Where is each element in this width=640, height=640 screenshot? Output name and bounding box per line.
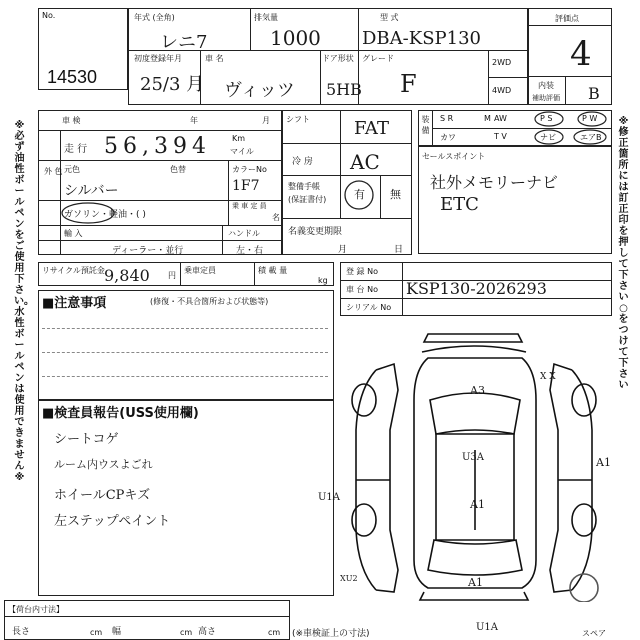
mark-a1-right: A1 (596, 456, 611, 469)
spare-label: スペア (582, 629, 606, 638)
score-label: 評価点 (555, 14, 579, 23)
equip-aw: AW (494, 114, 507, 123)
year-label: 年式 (全角) (134, 13, 175, 22)
chassis-value: KSP130-2026293 (406, 279, 547, 298)
length-unit: cm (90, 628, 103, 637)
no-label: No. (42, 11, 56, 20)
color-no-label: カラーNo (232, 165, 267, 174)
equip-pw: P W (582, 114, 598, 123)
equip-navi: ナビ (540, 133, 556, 142)
equip-circles (418, 110, 612, 146)
caution-title: ■注意事項 (42, 296, 107, 311)
payload-unit: kg (318, 276, 328, 285)
mark-xu2: XU2 (340, 574, 358, 583)
cargo-label: 【荷台内寸法】 (8, 605, 64, 614)
sales-point-2: ETC (440, 194, 479, 215)
manual-label: 整備手帳 (288, 182, 320, 191)
fuel-value: ガソリン・軽油・( ) (64, 210, 146, 220)
height-label: 高さ (198, 627, 217, 637)
model-label: 型 式 (380, 13, 399, 22)
color-value: シルバー (64, 183, 119, 199)
equip-m: M (484, 114, 491, 123)
color-no-value: 1F7 (232, 178, 260, 194)
width-label: 幅 (112, 627, 122, 637)
shift-value: FAT (354, 118, 389, 139)
rename-label: 名義変更期限 (288, 227, 343, 237)
report-line-3: ホイールCPキズ (54, 488, 151, 503)
import-label: 輸 入 (64, 229, 83, 238)
mileage-label: 走 行 (64, 144, 88, 155)
mark-a3: A3 (470, 384, 485, 397)
first-reg-label: 初度登録年月 (134, 54, 182, 63)
manual-sub: (保証書付) (288, 195, 327, 204)
footer-note: (※車検証上の寸法) (292, 629, 370, 639)
interior-sub: 補助評価 (532, 94, 560, 102)
ac-value: AC (350, 150, 380, 174)
doors-label: ドア形状 (322, 54, 354, 63)
displacement-label: 排気量 (254, 13, 278, 22)
shift-label: シフト (286, 115, 310, 124)
inspector-title: ■検査員報告(USS使用欄) (42, 406, 199, 421)
mark-u1a-left: U1A (318, 492, 341, 503)
ac-label: 冷 房 (292, 157, 313, 167)
mark-a1-front: A1 (470, 498, 485, 511)
year-value: レニ7 (160, 32, 208, 53)
color-inner: 元色 (64, 165, 80, 174)
color-outer: 外 色 (44, 167, 63, 176)
width-unit: cm (180, 628, 193, 637)
mark-xx: X X (540, 372, 556, 382)
chassis-label: 車 台 No (346, 285, 378, 294)
score-value: 4 (570, 34, 592, 74)
report-line-2: ルーム内ウスよごれ (54, 458, 153, 471)
height-unit: cm (268, 628, 281, 637)
drive-2wd: 2WD (492, 58, 512, 67)
recycle-label: リサイクル預託金 (42, 266, 105, 275)
reg-label: 登 録 No (346, 267, 378, 276)
handle-value: 左・右 (236, 246, 264, 256)
right-side-note: ※修正箇所には訂正印を押して下さい○をつけて下さい (618, 116, 629, 391)
handle-label: ハンドル (228, 229, 260, 238)
car-name-value: ヴィッツ (224, 80, 295, 101)
equip-sr: S R (440, 114, 454, 123)
car-name-label: 車 名 (205, 54, 224, 63)
equip-label: 装備 (421, 115, 430, 135)
report-line-1: シートコゲ (54, 432, 119, 447)
equip-ps: P S (540, 114, 553, 123)
manual-no: 無 (390, 188, 401, 201)
equip-tv: T V (494, 132, 507, 141)
inspection-label: 車 検 (62, 116, 81, 125)
rename-day: 日 (394, 245, 404, 255)
manual-yes: 有 (354, 188, 365, 201)
lot-number-box (38, 8, 128, 90)
lot-number: 14530 (47, 67, 98, 87)
inspection-month: 月 (262, 116, 270, 125)
report-line-4: 左ステップペイント (54, 514, 171, 529)
caution-sub: (修復・不具合箇所および状態等) (150, 297, 269, 306)
grade-label: グレード (362, 54, 394, 63)
inspection-year: 年 (190, 116, 198, 125)
manual-yes-circle (342, 178, 376, 212)
equip-airbag: エアB (580, 133, 602, 142)
interior-label: 内装 (538, 81, 554, 90)
doors-value: 5HB (326, 80, 362, 99)
rename-month: 月 (338, 245, 348, 255)
equip-kawa: カワ (440, 133, 456, 142)
recycle-unit: 円 (168, 271, 176, 280)
first-reg-value: 25/3 月 (140, 74, 205, 95)
mark-a1-rear: A1 (468, 576, 483, 589)
mileage-unit-km: Km (232, 134, 246, 143)
left-side-note: ※必ず油性ボールペンをご使用下さい。水性ボールペンは使用できません※ (14, 120, 34, 483)
drive-4wd: 4WD (492, 86, 512, 95)
mileage-unit-mile: マイル (230, 147, 254, 156)
recycle-value: 9,840 (104, 266, 150, 285)
original-seats-label: 乗車定員 (184, 266, 216, 275)
serial-label: シリアル No (346, 303, 392, 312)
sales-point-1: 社外メモリーナビ (430, 173, 559, 192)
payload-label: 積 載 量 (258, 266, 288, 275)
mark-u3a: U3A (462, 452, 485, 463)
sales-point-label: セールスポイント (422, 152, 486, 161)
fuel-circle (58, 200, 118, 226)
color-label: 色替 (170, 165, 186, 174)
model-value: DBA-KSP130 (362, 28, 481, 49)
grade-value: F (400, 70, 417, 98)
interior-value: B (588, 84, 600, 103)
seats-unit: 名 (272, 213, 280, 222)
car-damage-diagram (336, 330, 612, 602)
length-label: 長さ (12, 627, 31, 637)
mark-u1a-bottom: U1A (476, 622, 499, 633)
seats-label: 乗 車 定 員 (232, 202, 267, 210)
displacement-value: 1000 (270, 26, 321, 50)
import-value: ディーラー・並行 (112, 246, 184, 256)
mileage-value: 56,394 (104, 134, 211, 159)
